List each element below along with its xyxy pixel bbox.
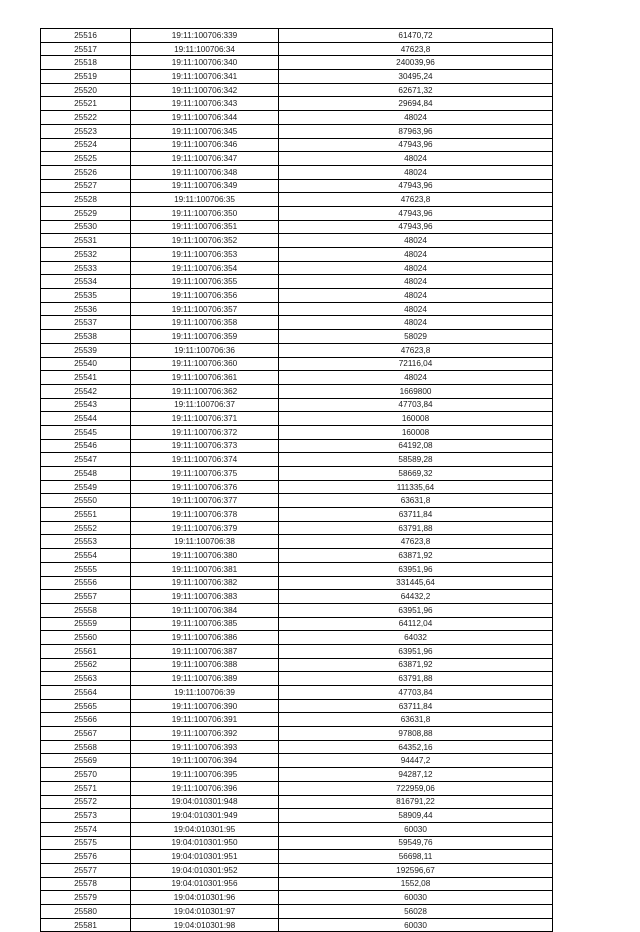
table-row <box>41 918 553 932</box>
table-row <box>41 398 553 412</box>
table-row <box>41 822 553 836</box>
cadastral-number-cell: 19:11:100706:351 <box>131 220 279 234</box>
cadastral-number-cell: 19:11:100706:350 <box>131 206 279 220</box>
row-number-cell: 25565 <box>41 699 131 713</box>
value-cell: 60030 <box>279 891 553 905</box>
row-number-cell: 25576 <box>41 850 131 864</box>
cadastral-number-cell: 19:11:100706:374 <box>131 453 279 467</box>
cadastral-number-cell: 19:11:100706:349 <box>131 179 279 193</box>
row-number-cell: 25571 <box>41 781 131 795</box>
cadastral-number-cell: 19:04:010301:97 <box>131 905 279 919</box>
value-cell: 240039,96 <box>279 56 553 70</box>
row-number-cell: 25566 <box>41 713 131 727</box>
cadastral-number-cell: 19:04:010301:96 <box>131 891 279 905</box>
cadastral-number-cell: 19:04:010301:950 <box>131 836 279 850</box>
cadastral-number-cell: 19:11:100706:396 <box>131 781 279 795</box>
row-number-cell: 25557 <box>41 590 131 604</box>
value-cell: 63951,96 <box>279 644 553 658</box>
row-number-cell: 25581 <box>41 918 131 932</box>
value-cell: 64352,16 <box>279 740 553 754</box>
value-cell: 47623,8 <box>279 42 553 56</box>
table-row <box>41 138 553 152</box>
cadastral-number-cell: 19:11:100706:345 <box>131 124 279 138</box>
row-number-cell: 25559 <box>41 617 131 631</box>
row-number-cell: 25575 <box>41 836 131 850</box>
cadastral-number-cell: 19:04:010301:956 <box>131 877 279 891</box>
table-row <box>41 165 553 179</box>
table-row <box>41 508 553 522</box>
row-number-cell: 25567 <box>41 727 131 741</box>
table-row <box>41 357 553 371</box>
cadastral-number-cell: 19:11:100706:346 <box>131 138 279 152</box>
table-row <box>41 248 553 262</box>
cadastral-number-cell: 19:11:100706:390 <box>131 699 279 713</box>
cadastral-number-cell: 19:11:100706:392 <box>131 727 279 741</box>
value-cell: 58029 <box>279 330 553 344</box>
table-row <box>41 152 553 166</box>
cadastral-number-cell: 19:11:100706:381 <box>131 562 279 576</box>
value-cell: 61470,72 <box>279 29 553 43</box>
value-cell: 63871,92 <box>279 549 553 563</box>
cadastral-number-cell: 19:11:100706:38 <box>131 535 279 549</box>
cadastral-number-cell: 19:11:100706:352 <box>131 234 279 248</box>
table-row <box>41 603 553 617</box>
value-cell: 47623,8 <box>279 343 553 357</box>
row-number-cell: 25579 <box>41 891 131 905</box>
value-cell: 1552,08 <box>279 877 553 891</box>
row-number-cell: 25554 <box>41 549 131 563</box>
row-number-cell: 25530 <box>41 220 131 234</box>
row-number-cell: 25524 <box>41 138 131 152</box>
row-number-cell: 25572 <box>41 795 131 809</box>
table-row <box>41 754 553 768</box>
cadastral-number-cell: 19:11:100706:347 <box>131 152 279 166</box>
value-cell: 64032 <box>279 631 553 645</box>
row-number-cell: 25580 <box>41 905 131 919</box>
cadastral-number-cell: 19:11:100706:36 <box>131 343 279 357</box>
row-number-cell: 25578 <box>41 877 131 891</box>
value-cell: 192596,67 <box>279 863 553 877</box>
table-row <box>41 343 553 357</box>
value-cell: 59549,76 <box>279 836 553 850</box>
data-table <box>40 28 553 932</box>
row-number-cell: 25537 <box>41 316 131 330</box>
value-cell: 63951,96 <box>279 562 553 576</box>
value-cell: 72116,04 <box>279 357 553 371</box>
table-row <box>41 275 553 289</box>
cadastral-number-cell: 19:04:010301:952 <box>131 863 279 877</box>
table-row <box>41 97 553 111</box>
row-number-cell: 25561 <box>41 644 131 658</box>
cadastral-number-cell: 19:11:100706:372 <box>131 425 279 439</box>
row-number-cell: 25546 <box>41 439 131 453</box>
cadastral-number-cell: 19:11:100706:394 <box>131 754 279 768</box>
cadastral-number-cell: 19:11:100706:339 <box>131 29 279 43</box>
row-number-cell: 25536 <box>41 302 131 316</box>
table-row <box>41 124 553 138</box>
cadastral-number-cell: 19:04:010301:95 <box>131 822 279 836</box>
table-row <box>41 412 553 426</box>
row-number-cell: 25539 <box>41 343 131 357</box>
table-row <box>41 425 553 439</box>
cadastral-number-cell: 19:11:100706:359 <box>131 330 279 344</box>
table-row <box>41 111 553 125</box>
table-row <box>41 781 553 795</box>
value-cell: 97808,88 <box>279 727 553 741</box>
row-number-cell: 25551 <box>41 508 131 522</box>
table-row <box>41 863 553 877</box>
value-cell: 1669800 <box>279 384 553 398</box>
cadastral-number-cell: 19:11:100706:384 <box>131 603 279 617</box>
cadastral-number-cell: 19:11:100706:385 <box>131 617 279 631</box>
table-row <box>41 453 553 467</box>
row-number-cell: 25526 <box>41 165 131 179</box>
table-row <box>41 850 553 864</box>
value-cell: 63631,8 <box>279 713 553 727</box>
row-number-cell: 25531 <box>41 234 131 248</box>
value-cell: 47703,84 <box>279 686 553 700</box>
value-cell: 58909,44 <box>279 809 553 823</box>
row-number-cell: 25522 <box>41 111 131 125</box>
table-row <box>41 672 553 686</box>
row-number-cell: 25516 <box>41 29 131 43</box>
value-cell: 60030 <box>279 822 553 836</box>
cadastral-number-cell: 19:11:100706:395 <box>131 768 279 782</box>
row-number-cell: 25570 <box>41 768 131 782</box>
cadastral-number-cell: 19:11:100706:379 <box>131 521 279 535</box>
cadastral-number-cell: 19:04:010301:948 <box>131 795 279 809</box>
table-row <box>41 836 553 850</box>
row-number-cell: 25532 <box>41 248 131 262</box>
table-row <box>41 877 553 891</box>
cadastral-number-cell: 19:11:100706:371 <box>131 412 279 426</box>
cadastral-number-cell: 19:11:100706:357 <box>131 302 279 316</box>
value-cell: 160008 <box>279 425 553 439</box>
table-row <box>41 29 553 43</box>
table-row <box>41 590 553 604</box>
cadastral-number-cell: 19:11:100706:380 <box>131 549 279 563</box>
row-number-cell: 25521 <box>41 97 131 111</box>
row-number-cell: 25548 <box>41 467 131 481</box>
table-row <box>41 193 553 207</box>
cadastral-number-cell: 19:11:100706:361 <box>131 371 279 385</box>
value-cell: 48024 <box>279 275 553 289</box>
value-cell: 29694,84 <box>279 97 553 111</box>
row-number-cell: 25529 <box>41 206 131 220</box>
row-number-cell: 25527 <box>41 179 131 193</box>
row-number-cell: 25573 <box>41 809 131 823</box>
row-number-cell: 25533 <box>41 261 131 275</box>
table-row <box>41 302 553 316</box>
cadastral-number-cell: 19:11:100706:383 <box>131 590 279 604</box>
value-cell: 48024 <box>279 261 553 275</box>
row-number-cell: 25569 <box>41 754 131 768</box>
row-number-cell: 25564 <box>41 686 131 700</box>
table-row <box>41 42 553 56</box>
row-number-cell: 25560 <box>41 631 131 645</box>
table-row <box>41 480 553 494</box>
cadastral-number-cell: 19:11:100706:354 <box>131 261 279 275</box>
cadastral-number-cell: 19:11:100706:360 <box>131 357 279 371</box>
row-number-cell: 25552 <box>41 521 131 535</box>
cadastral-number-cell: 19:11:100706:356 <box>131 289 279 303</box>
row-number-cell: 25517 <box>41 42 131 56</box>
value-cell: 63951,96 <box>279 603 553 617</box>
value-cell: 48024 <box>279 289 553 303</box>
value-cell: 47703,84 <box>279 398 553 412</box>
cadastral-number-cell: 19:11:100706:37 <box>131 398 279 412</box>
value-cell: 30495,24 <box>279 70 553 84</box>
cadastral-number-cell: 19:11:100706:393 <box>131 740 279 754</box>
table-row <box>41 371 553 385</box>
value-cell: 58669,32 <box>279 467 553 481</box>
row-number-cell: 25556 <box>41 576 131 590</box>
table-row <box>41 809 553 823</box>
table-row <box>41 686 553 700</box>
cadastral-number-cell: 19:11:100706:375 <box>131 467 279 481</box>
table-row <box>41 206 553 220</box>
row-number-cell: 25525 <box>41 152 131 166</box>
value-cell: 48024 <box>279 316 553 330</box>
row-number-cell: 25563 <box>41 672 131 686</box>
value-cell: 48024 <box>279 248 553 262</box>
row-number-cell: 25541 <box>41 371 131 385</box>
table-row <box>41 658 553 672</box>
row-number-cell: 25577 <box>41 863 131 877</box>
row-number-cell: 25568 <box>41 740 131 754</box>
row-number-cell: 25553 <box>41 535 131 549</box>
table-row <box>41 521 553 535</box>
cadastral-number-cell: 19:04:010301:949 <box>131 809 279 823</box>
value-cell: 48024 <box>279 165 553 179</box>
row-number-cell: 25558 <box>41 603 131 617</box>
row-number-cell: 25549 <box>41 480 131 494</box>
value-cell: 64112,04 <box>279 617 553 631</box>
value-cell: 63791,88 <box>279 521 553 535</box>
table-row <box>41 261 553 275</box>
table-row <box>41 768 553 782</box>
table-row <box>41 70 553 84</box>
table-row <box>41 727 553 741</box>
table-row <box>41 576 553 590</box>
value-cell: 48024 <box>279 302 553 316</box>
cadastral-number-cell: 19:11:100706:343 <box>131 97 279 111</box>
value-cell: 63631,8 <box>279 494 553 508</box>
cadastral-number-cell: 19:11:100706:353 <box>131 248 279 262</box>
cadastral-number-cell: 19:04:010301:951 <box>131 850 279 864</box>
table-row <box>41 234 553 248</box>
value-cell: 56698,11 <box>279 850 553 864</box>
row-number-cell: 25544 <box>41 412 131 426</box>
value-cell: 56028 <box>279 905 553 919</box>
row-number-cell: 25538 <box>41 330 131 344</box>
table-row <box>41 220 553 234</box>
table-row <box>41 562 553 576</box>
row-number-cell: 25550 <box>41 494 131 508</box>
value-cell: 63711,84 <box>279 508 553 522</box>
row-number-cell: 25523 <box>41 124 131 138</box>
cadastral-number-cell: 19:11:100706:388 <box>131 658 279 672</box>
cadastral-number-cell: 19:11:100706:35 <box>131 193 279 207</box>
cadastral-number-cell: 19:11:100706:39 <box>131 686 279 700</box>
value-cell: 111335,64 <box>279 480 553 494</box>
table-row <box>41 289 553 303</box>
table-row <box>41 740 553 754</box>
table-row <box>41 330 553 344</box>
table-row <box>41 83 553 97</box>
value-cell: 62671,32 <box>279 83 553 97</box>
value-cell: 160008 <box>279 412 553 426</box>
cadastral-number-cell: 19:11:100706:342 <box>131 83 279 97</box>
row-number-cell: 25547 <box>41 453 131 467</box>
cadastral-number-cell: 19:11:100706:377 <box>131 494 279 508</box>
value-cell: 60030 <box>279 918 553 932</box>
row-number-cell: 25562 <box>41 658 131 672</box>
value-cell: 48024 <box>279 152 553 166</box>
value-cell: 63791,88 <box>279 672 553 686</box>
row-number-cell: 25545 <box>41 425 131 439</box>
table-row <box>41 316 553 330</box>
value-cell: 94447,2 <box>279 754 553 768</box>
table-row <box>41 713 553 727</box>
table-row <box>41 439 553 453</box>
row-number-cell: 25520 <box>41 83 131 97</box>
row-number-cell: 25540 <box>41 357 131 371</box>
table-row <box>41 549 553 563</box>
cadastral-number-cell: 19:11:100706:358 <box>131 316 279 330</box>
value-cell: 48024 <box>279 234 553 248</box>
row-number-cell: 25519 <box>41 70 131 84</box>
table-row <box>41 535 553 549</box>
cadastral-number-cell: 19:11:100706:387 <box>131 644 279 658</box>
value-cell: 63871,92 <box>279 658 553 672</box>
table-row <box>41 617 553 631</box>
value-cell: 94287,12 <box>279 768 553 782</box>
table-row <box>41 179 553 193</box>
value-cell: 47623,8 <box>279 193 553 207</box>
table-row <box>41 384 553 398</box>
cadastral-number-cell: 19:11:100706:389 <box>131 672 279 686</box>
row-number-cell: 25534 <box>41 275 131 289</box>
value-cell: 87963,96 <box>279 124 553 138</box>
value-cell: 47943,96 <box>279 179 553 193</box>
table-row <box>41 56 553 70</box>
table-body <box>41 29 553 932</box>
cadastral-number-cell: 19:11:100706:373 <box>131 439 279 453</box>
value-cell: 47623,8 <box>279 535 553 549</box>
cadastral-number-cell: 19:11:100706:376 <box>131 480 279 494</box>
row-number-cell: 25543 <box>41 398 131 412</box>
cadastral-number-cell: 19:11:100706:391 <box>131 713 279 727</box>
row-number-cell: 25542 <box>41 384 131 398</box>
cadastral-number-cell: 19:11:100706:362 <box>131 384 279 398</box>
value-cell: 64432,2 <box>279 590 553 604</box>
table-row <box>41 795 553 809</box>
table-row <box>41 644 553 658</box>
row-number-cell: 25518 <box>41 56 131 70</box>
cadastral-number-cell: 19:04:010301:98 <box>131 918 279 932</box>
cadastral-number-cell: 19:11:100706:378 <box>131 508 279 522</box>
value-cell: 722959,06 <box>279 781 553 795</box>
value-cell: 816791,22 <box>279 795 553 809</box>
table-row <box>41 699 553 713</box>
value-cell: 47943,96 <box>279 206 553 220</box>
value-cell: 48024 <box>279 371 553 385</box>
value-cell: 58589,28 <box>279 453 553 467</box>
value-cell: 331445,64 <box>279 576 553 590</box>
table-row <box>41 905 553 919</box>
row-number-cell: 25555 <box>41 562 131 576</box>
value-cell: 47943,96 <box>279 138 553 152</box>
row-number-cell: 25528 <box>41 193 131 207</box>
cadastral-number-cell: 19:11:100706:340 <box>131 56 279 70</box>
cadastral-number-cell: 19:11:100706:341 <box>131 70 279 84</box>
value-cell: 48024 <box>279 111 553 125</box>
row-number-cell: 25574 <box>41 822 131 836</box>
cadastral-number-cell: 19:11:100706:386 <box>131 631 279 645</box>
cadastral-number-cell: 19:11:100706:355 <box>131 275 279 289</box>
cadastral-number-cell: 19:11:100706:34 <box>131 42 279 56</box>
value-cell: 63711,84 <box>279 699 553 713</box>
table-row <box>41 891 553 905</box>
value-cell: 64192,08 <box>279 439 553 453</box>
table-row <box>41 494 553 508</box>
value-cell: 47943,96 <box>279 220 553 234</box>
cadastral-number-cell: 19:11:100706:382 <box>131 576 279 590</box>
cadastral-number-cell: 19:11:100706:344 <box>131 111 279 125</box>
table-row <box>41 631 553 645</box>
table-row <box>41 467 553 481</box>
cadastral-number-cell: 19:11:100706:348 <box>131 165 279 179</box>
row-number-cell: 25535 <box>41 289 131 303</box>
